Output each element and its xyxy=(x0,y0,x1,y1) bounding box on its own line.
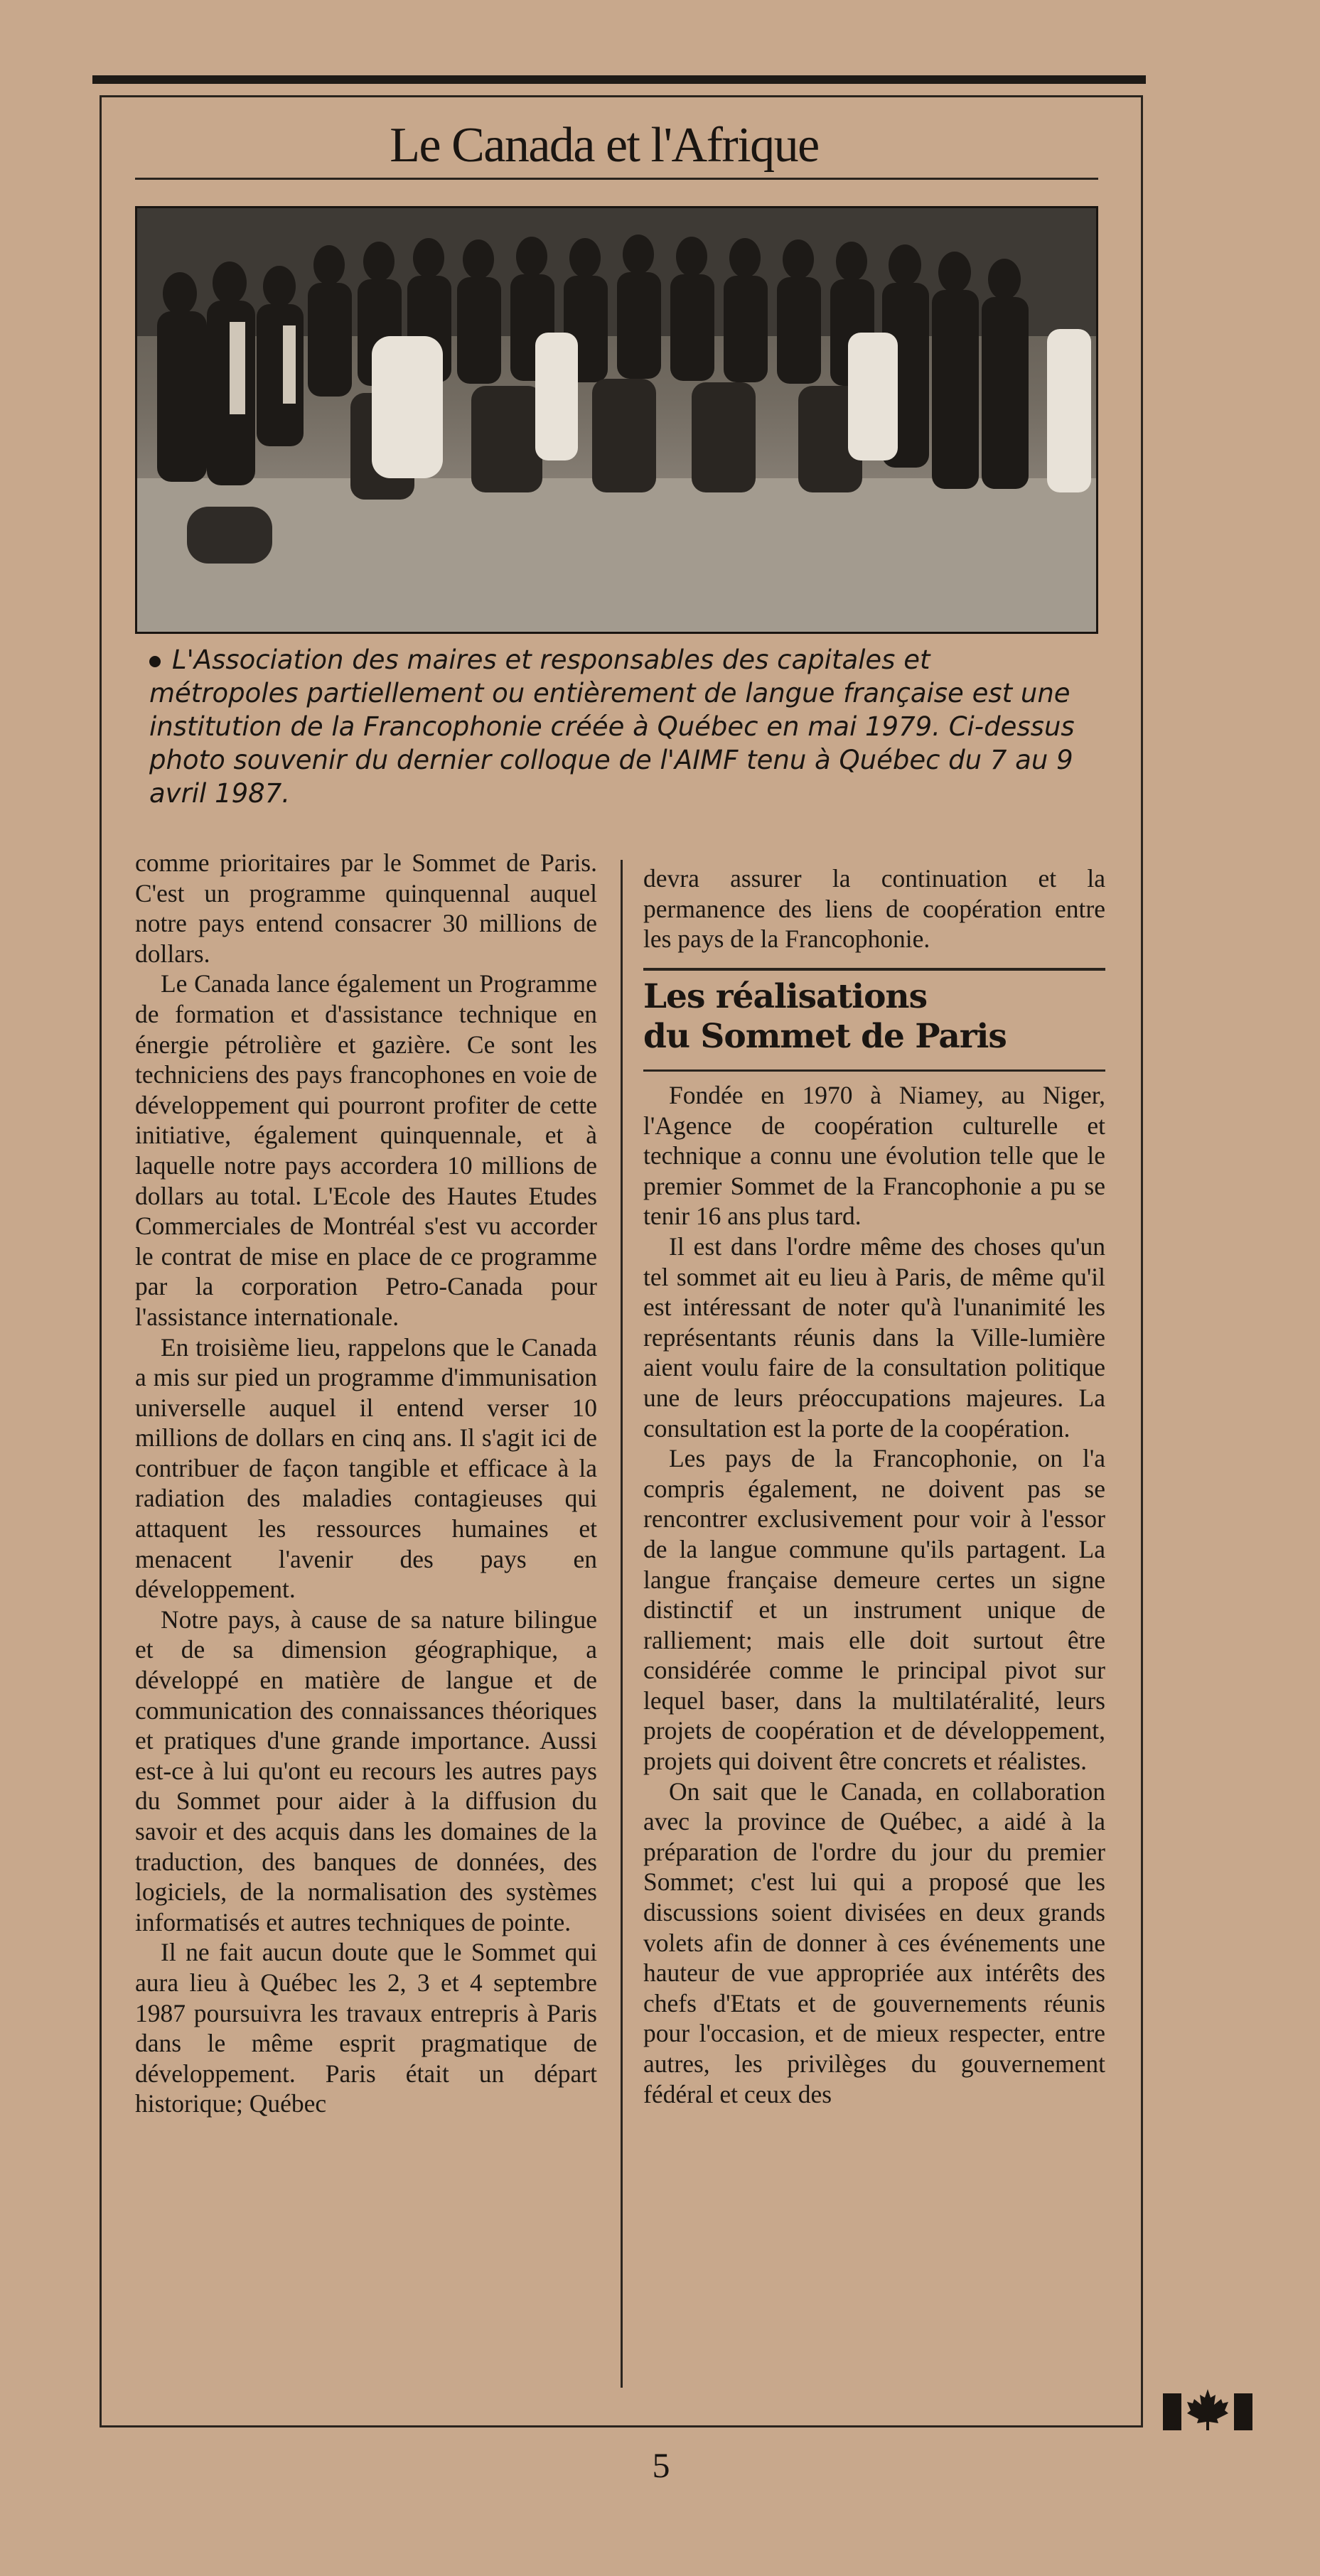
section-heading xyxy=(643,977,1105,1057)
paragraph: Notre pays, à cause de sa nature bilingue et de sa dimension géographique, a développé en matière de langue et de communication des connaissances théoriques et pratiques d'une grande importance. Aussi est-ce à lui qu'ont eu recours les autres pays du Sommet pour aider à la diffusion du savoir et des acquis dans les domaines de la traduction, des banques de données, des logiciels, de la normalisation des systèmes informatisés et autres techniques de pointe. xyxy=(135,1605,597,1936)
section-rule-bottom xyxy=(643,1069,1105,1072)
photo-caption xyxy=(149,643,1080,810)
paragraph: Il est dans l'ordre même des choses qu'un tel sommet ait eu lieu à Paris, de même qu'il est intéressant de noter qu'à l'unanimité les représentants réunis dans la Ville-lumière aient voulu faire de la consultation politique une de leurs préoccupations majeures. La consultation est la porte de la coopération. xyxy=(643,1232,1105,1443)
paragraph: devra assurer la continuation et la permanence des liens de coopération entre les pays de la Francophonie. xyxy=(643,864,1105,954)
group-photo-illustration xyxy=(137,208,1096,632)
section-heading-line-2: du Sommet de Paris xyxy=(643,1017,1007,1056)
paragraph: comme prioritaires par le Sommet de Paris. C'est un programme quinquennal auquel notre pays entend consacrer 30 millions de dollars. xyxy=(135,848,597,968)
paragraph: En troisième lieu, rappelons que le Canada a mis sur pied un programme d'immunisation universelle auquel il entend verser 10 millions de dollars en cinq ans. Il s'agit ici de contribuer de façon tangible et efficace à la radiation des maladies contagieuses qui attaquent les ressources humaines et menacent l'avenir des pays en développement. xyxy=(135,1332,597,1604)
bullet-icon xyxy=(149,656,161,667)
section-rule-top xyxy=(643,968,1105,971)
canada-flag-mark xyxy=(1163,2388,1252,2430)
flag-bar-right xyxy=(1234,2393,1252,2430)
paragraph: Les pays de la Francophonie, on l'a compris également, ne doivent pas se rencontrer exclusivement pour voir à l'essor de la langue commune qu'ils partagent. La langue française demeure certes un signe distinctif et un instrument unique de ralliement; mais elle doit surtout être considérée comme le principal pivot sur lequel baser, dans la multilatéralité, leurs projets de coopération et de développement, projets qui doivent être concrets et réalistes. xyxy=(643,1444,1105,1776)
section-heading-line-1: Les réalisations xyxy=(643,977,928,1016)
paragraph: Il ne fait aucun doute que le Sommet qui aura lieu à Québec les 2, 3 et 4 septembre 1987 poursuivra les travaux entrepris à Paris dans le même esprit pragmatique de développement. Paris était un départ historique; Québec xyxy=(135,1938,597,2118)
flag-bar-left xyxy=(1163,2393,1181,2430)
right-column xyxy=(643,1080,1105,2109)
page-number: 5 xyxy=(652,2445,670,2485)
left-column xyxy=(135,848,597,2119)
title-rule xyxy=(135,178,1098,180)
column-divider xyxy=(621,860,623,2388)
group-photo xyxy=(135,206,1098,634)
paragraph: Le Canada lance également un Programme de formation et d'assistance technique en énergie pétrolière et gazière. Ce sont les techniciens des pays francophones en voie de développement qui pourront profiter de cette initiative, également quinquennale, et à laquelle notre pays accordera 10 millions de dollars au total. L'Ecole des Hautes Etudes Commerciales de Montréal s'est vu accorder le contrat de mise en place de ce programme par la corporation Petro-Canada pour l'assistance internationale. xyxy=(135,969,597,1331)
right-column-intro xyxy=(643,863,1105,954)
maple-leaf-icon xyxy=(1186,2388,1230,2430)
top-rule xyxy=(92,75,1146,84)
page-title: Le Canada et l'Afrique xyxy=(390,118,819,173)
caption-text: L'Association des maires et responsables des capitales et métropoles partiellement ou entièrement de langue française est une institution de la Francophonie créée à Québec en mai 1979. Ci-dessus photo souvenir du dernier colloque de l'AIMF tenu à Québec du 7 au 9 avril 1987. xyxy=(149,645,1075,809)
paragraph: On sait que le Canada, en collaboration avec la province de Québec, a aidé à la préparation de l'ordre du jour du premier Sommet; c'est lui qui a proposé que les discussions soient divisées en deux grands volets afin de donner à ces événements une hauteur de vue appropriée aux intérêts des chefs d'Etats et de gouvernements réunis pour l'occasion, et de mieux respecter, entre autres, les privilèges du gouvernement fédéral et ceux des xyxy=(643,1777,1105,2108)
paragraph: Fondée en 1970 à Niamey, au Niger, l'Agence de coopération culturelle et technique a connu une évolution telle que le premier Sommet de la Francophonie a pu se tenir 16 ans plus tard. xyxy=(643,1081,1105,1231)
